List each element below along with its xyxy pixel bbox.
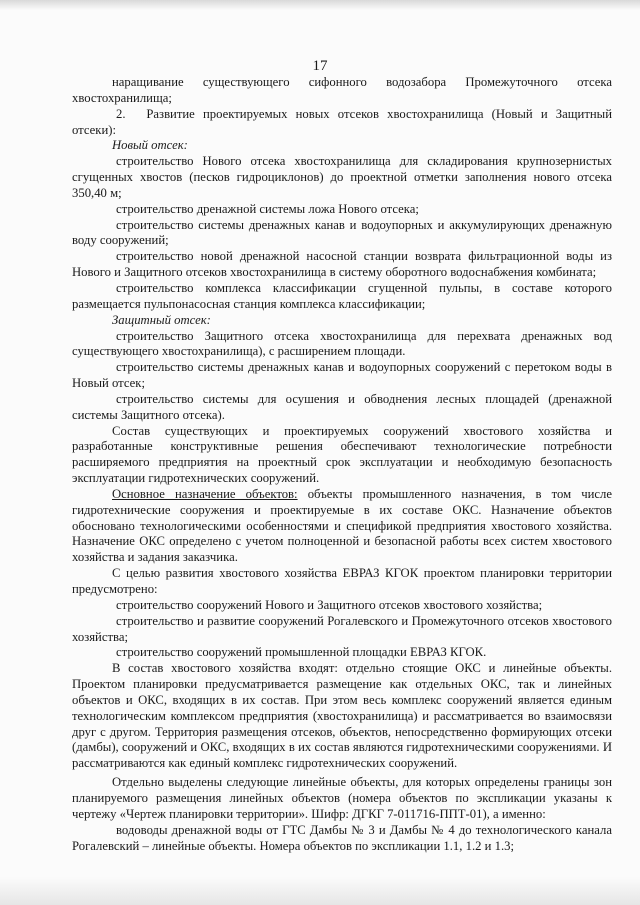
paragraph-21: водоводы дренажной воды от ГТС Дамбы № 3 и Дамбы № 4 до технологического канала Рогалевский – линейные объекты. Номера объектов по экспликации 1.1, 1.2 и 1.3; <box>72 822 612 853</box>
paragraph-18: строительство сооружений промышленной площадки ЕВРАЗ КГОК. <box>116 645 487 660</box>
paragraph-11: строительство системы дренажных канав и водоупорных сооружений с перетоком воды в Новый отсек; <box>72 360 612 391</box>
paragraph-16: строительство сооружений Нового и Защитного отсеков хвостового хозяйства; <box>116 597 543 612</box>
paragraph-15: С целью развития хвостового хозяйства ЕВРАЗ КГОК проектом планировки территории предусмотрено: <box>72 566 612 596</box>
purpose-label: Основное назначение объектов: <box>112 486 298 501</box>
page-number: 17 <box>312 58 328 74</box>
document-body <box>72 75 612 854</box>
paragraph-8: строительство комплекса классификации сгущенной пульпы, в составе которого размещается пульпонасосная станция комплекса классификации; <box>72 280 612 311</box>
purpose-text: объекты промышленного назначения, в том числе гидротехнические сооружения и проектируемые в их составе ОКС. Назначение объектов обосновано технологическими особенностями и спецификой предприятия хвостового хозяйства. Назначение ОКС определено с учетом полноценной и безопасной работы всех систем хвостового хозяйства и задания заказчика. <box>72 486 612 565</box>
paragraph-13: Состав существующих и проектируемых сооружений хвостового хозяйства и разработанные конструктивные решения обеспечивают технологические потребности расширяемого предприятия на проектный срок эксплуатации и необходимую безопасность эксплуатации гидротехнических сооружений. <box>72 423 612 486</box>
paragraph-6: строительство системы дренажных канав и водоупорных и аккумулирующих дренажную воду сооружений; <box>72 217 612 248</box>
paragraph-1: наращивание существующего сифонного водозабора Промежуточного отсека хвостохранилища; <box>72 75 612 105</box>
paragraph-10: строительство Защитного отсека хвостохранилища для перехвата дренажных вод существующего хвостохранилища), с расширением площади. <box>72 328 612 359</box>
subheading-new-section: Новый отсек: <box>112 138 188 153</box>
scan-top-edge <box>0 0 640 10</box>
scan-bottom-edge <box>0 877 640 905</box>
paragraph-14 <box>72 487 612 566</box>
paragraph-19: В состав хвостового хозяйства входят: отдельно стоящие ОКС и линейные объекты. Проектом планировки предусматривается размещение как отдельных ОКС, так и линейных объектов и ОКС, входящих в их состав. При этом весь комплекс сооружений является единым технологическим комплексом предприятия (хвостохранилища) и рассматривается во взаимосвязи друг с другом. Территория размещения отсеков, объектов, непосредственно формирующих отсеки (дамбы), сооружений и ОКС, входящих в их состав являются гидротехническими сооружениями. И рассматриваются как единый комплекс гидротехнических сооружений. <box>72 661 612 771</box>
paragraph-7: строительство новой дренажной насосной станции возврата фильтрационной воды из Нового и Защитного отсеков хвостохранилища в систему оборотного водоснабжения комбината; <box>72 249 612 280</box>
paragraph-5: строительство дренажной системы ложа Нового отсека; <box>116 201 419 216</box>
paragraph-4: строительство Нового отсека хвостохранилища для складирования крупнозернистых сгущенных хвостов (песков гидроциклонов) до проектной отметки заполнения нового отсека 350,40 м; <box>72 154 612 200</box>
paragraph-17: строительство и развитие сооружений Рогалевского и Промежуточного отсеков хвостового хозяйства; <box>72 613 612 644</box>
subheading-protective-section: Защитный отсек: <box>112 312 211 327</box>
paragraph-2: 2. Развитие проектируемых новых отсеков хвостохранилища (Новый и Защитный отсеки): <box>72 106 612 137</box>
paragraph-12: строительство системы для осушения и обводнения лесных площадей (дренажной системы Защитного отсека). <box>72 391 612 422</box>
paragraph-20: Отдельно выделены следующие линейные объекты, для которых определены границы зон планируемого размещения линейных объектов (номера объектов по экспликации указаны к чертежу «Чертеж планировки территории». Шифр: ДГКГ 7-011716-ППТ-01), а именно: <box>72 775 612 821</box>
